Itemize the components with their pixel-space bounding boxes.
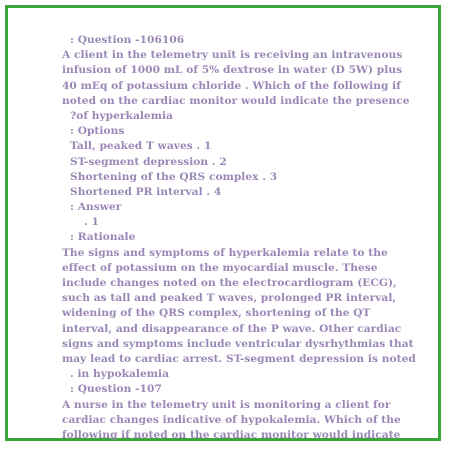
question-text-line: cardiac changes indicative of hypokalemia. Which of the [62,413,401,426]
option-item: Shortening of the QRS complex . 3 [70,170,278,183]
option-item: Tall, peaked T waves . 1 [70,140,212,153]
document-text [62,33,416,443]
rationale-text-line: include changes noted on the electrocardiogram (ECG), [62,277,397,289]
rationale-text-line: effect of potassium on the myocardial muscle. These [62,261,378,274]
question-header: : Question -106106 [70,34,185,46]
question-text-line: A nurse in the telemetry unit is monitoring a client for [62,398,391,411]
question-text-line: infusion of 1000 mL of 5% dextrose in water (D 5W) plus [62,64,403,77]
question-text-line: A client in the telemetry unit is receiving an intravenous [62,49,403,62]
rationale-text-line: widening of the QRS complex, shortening of the QT [62,307,371,320]
answer-value: . 1 [84,216,99,229]
question-text-line: ?of hyperkalemia [70,109,173,122]
question-header: : Question -107 [70,383,162,396]
rationale-text-line: may lead to cardiac arrest. ST-segment depression is noted [62,352,416,365]
option-item: ST-segment depression . 2 [70,155,227,168]
rationale-text-line: . in hypokalemia [70,368,169,381]
question-text-line: noted on the cardiac monitor would indicate the presence [62,94,410,107]
question-text-line: following if noted on the cardiac monitor would indicate [62,428,401,441]
rationale-text-line: The signs and symptoms of hyperkalemia relate to the [62,246,388,259]
option-item: Shortened PR interval . 4 [70,185,222,198]
rationale-text-line: such as tall and peaked T waves, prolonged PR interval, [62,292,397,305]
rationale-text-line: interval, and disappearance of the P wave. Other cardiac [62,322,402,335]
rationale-header: : Rationale [70,231,136,244]
question-text-line: 40 mEq of potassium chloride . Which of the following if [62,79,401,92]
options-header: : Options [70,125,125,138]
answer-header: : Answer [70,201,122,214]
rationale-text-line: signs and symptoms include ventricular dysrhythmias that [62,337,414,350]
